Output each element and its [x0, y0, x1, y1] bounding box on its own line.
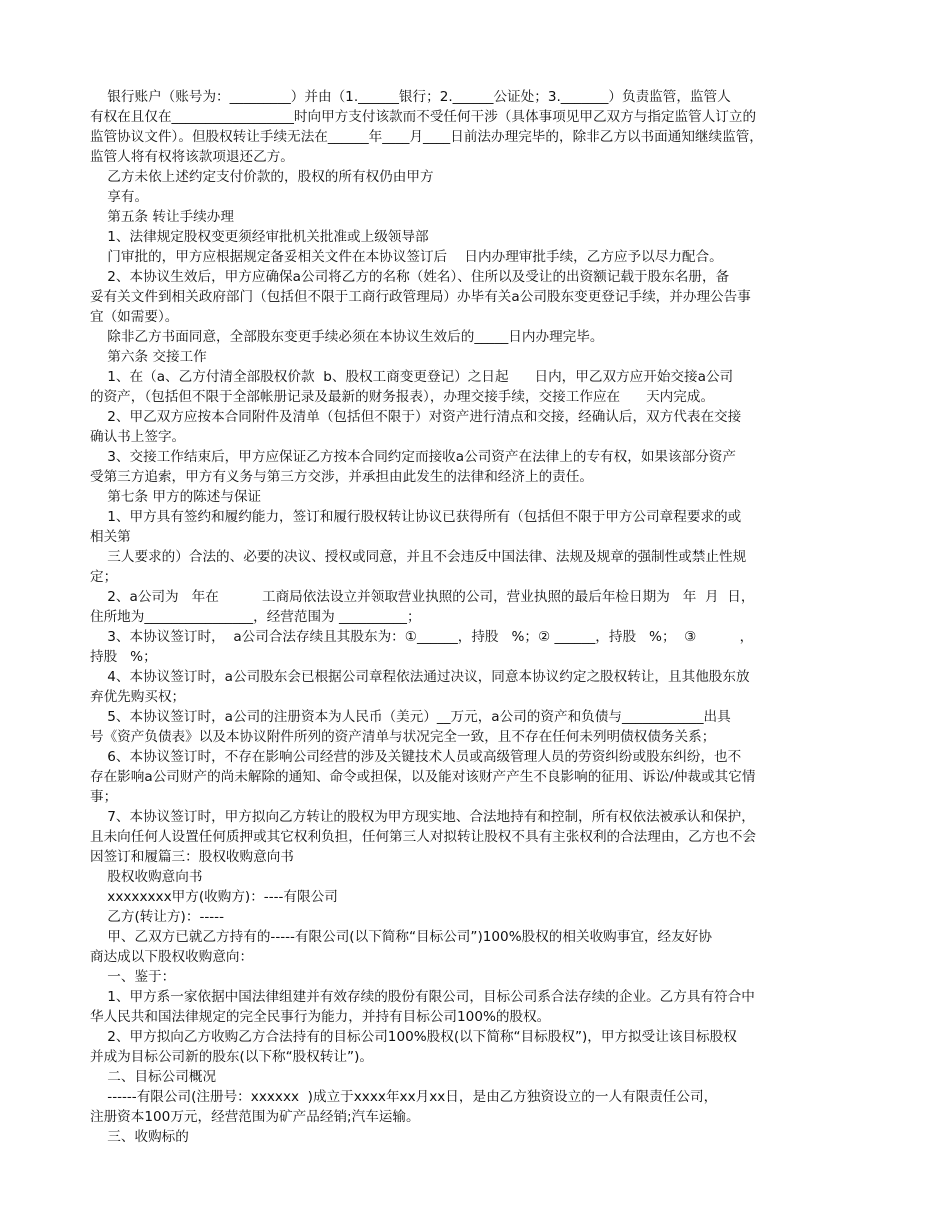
text-line: 的资产，（包括但不限于全部帐册记录及最新的财务报表），办理交接手续，交接工作应在 天内完成。	[90, 389, 715, 405]
text-line: 定；	[90, 569, 118, 585]
section-heading: 第六条 交接工作	[90, 349, 207, 365]
text-line: 监管协议文件）。但股权转让手续无法在______年____月____日前法办理完毕的，除非乙方以书面通知继续监管，	[90, 129, 763, 145]
text-line: 甲、乙双方已就乙方持有的-----有限公司(以下简称“目标公司”)100%股权的相关收购事宜，经友好协	[90, 929, 712, 945]
text-line: 1、法律规定股权变更须经审批机关批准或上级领导部	[90, 229, 429, 245]
text-line: 商达成以下股权收购意向：	[90, 949, 254, 965]
text-line: 乙方未依上述约定支付价款的，股权的所有权仍由甲方	[90, 169, 434, 185]
text-line: 妥有关文件到相关政府部门（包括但不限于工商行政管理局）办毕有关a公司股东变更登记手续，并办理公告事	[90, 289, 751, 305]
text-line: 3、本协议签订时， a公司合法存续且其股东为：①______，持股 %；② ______，持股 %； ③ ，	[90, 629, 754, 645]
section-heading: 三、收购标的	[90, 1129, 189, 1145]
text-line: 华人民共和国法律规定的完全民事行为能力，并持有目标公司100%的股权。	[90, 1009, 551, 1025]
text-line: 银行账户（账号为：_________）并由（1.______银行；2.______公证处；3._______）负责监管，监管人	[90, 89, 731, 105]
text-line: 7、本协议签订时，甲方拟向乙方转让的股权为甲方现实地、合法地持有和控制，所有权依法被承认和保护，	[90, 809, 755, 825]
text-line: 且未向任何人设置任何质押或其它权利负担，任何第三人对拟转让股权不具有主张权利的合法理由，乙方也不会	[90, 829, 757, 845]
text-line: 1、在（a、乙方付清全部股权价款 b、股权工商变更登记）之日起 日内，甲乙双方应开始交接a公司	[90, 369, 734, 385]
text-line: 2、甲乙双方应按本合同附件及清单（包括但不限于）对资产进行清点和交接，经确认后，双方代表在交接	[90, 409, 742, 425]
section-heading: 二、目标公司概况	[90, 1069, 217, 1085]
text-line: 弃优先购买权；	[90, 689, 186, 705]
text-line: 门审批的，甲方应根据规定备妥相关文件在本协议签订后 日内办理审批手续，乙方应予以尽力配合。	[90, 249, 723, 265]
text-line: 注册资本100万元，经营范围为矿产品经销;汽车运输。	[90, 1109, 420, 1125]
text-line: 受第三方追索，甲方有义务与第三方交涉，并承担由此发生的法律和经济上的责任。	[90, 469, 593, 485]
text-line: 号《资产负债表》以及本协议附件所列的资产清单与状况完全一致，且不存在任何未列明债权债务关系；	[90, 729, 716, 745]
text-line: 持股 %；	[90, 649, 157, 665]
text-line: 1、甲方具有签约和履约能力，签订和履行股权转让协议已获得所有（包括但不限于甲方公司章程要求的或	[90, 509, 742, 525]
text-line: 6、本协议签订时，不存在影响公司经营的涉及关键技术人员或高级管理人员的劳资纠纷或股东纠纷，也不	[90, 749, 742, 765]
text-line: 因签订和履篇三：股权收购意向书	[90, 849, 294, 865]
text-line: 3、交接工作结束后，甲方应保证乙方按本合同约定而接收a公司资产在法律上的专有权，如果该部分资产	[90, 449, 736, 465]
text-line: ------有限公司(注册号：xxxxxx )成立于xxxx年xx月xx日，是由乙方独资设立的一人有限责任公司，	[90, 1089, 718, 1105]
text-line: 并成为目标公司新的股东(以下称“股权转让”)。	[90, 1049, 373, 1065]
text-line: 2、甲方拟向乙方收购乙方合法持有的目标公司100%股权(以下简称“目标股权”)，甲方拟受让该目标股权	[90, 1029, 737, 1045]
text-line: 1、甲方系一家依据中国法律组建并有效存续的股份有限公司，目标公司系合法存续的企业。乙方具有符合中	[90, 989, 755, 1005]
text-line: 相关第	[90, 529, 131, 545]
text-line: 三人要求的）合法的、必要的决议、授权或同意，并且不会违反中国法律、法规及规章的强制性或禁止性规	[90, 549, 747, 565]
text-line: 2、本协议生效后，甲方应确保a公司将乙方的名称（姓名）、住所以及受让的出资额记载于股东名册，备	[90, 269, 730, 285]
text-line: 股权收购意向书	[90, 869, 203, 885]
text-line: 宜（如需要）。	[90, 309, 179, 325]
text-line: 乙方(转让方)：-----	[90, 909, 224, 925]
text-line: 5、本协议签订时，a公司的注册资本为人民币（美元）__万元，a公司的资产和负债与____________出具	[90, 709, 731, 725]
text-line: 4、本协议签订时，a公司股东会已根据公司章程依法通过决议，同意本协议约定之股权转让，且其他股东放	[90, 669, 750, 685]
text-line: 事；	[90, 789, 118, 805]
text-line: 确认书上签字。	[90, 429, 186, 445]
text-line: 住所地为________________，经营范围为 __________；	[90, 609, 421, 625]
text-line: 监管人将有权将该款项退还乙方。	[90, 149, 294, 165]
text-line: 享有。	[90, 189, 149, 205]
text-line: xxxxxxxx甲方(收购方)：----有限公司	[90, 889, 338, 905]
section-heading: 第七条 甲方的陈述与保证	[90, 489, 262, 505]
section-heading: 第五条 转让手续办理	[90, 209, 234, 225]
text-line: 有权在且仅在__________________时向甲方支付该款而不受任何干涉（具体事项见甲乙双方与指定监管人订立的	[90, 109, 757, 125]
text-line: 2、a公司为 年在 工商局依法设立并领取营业执照的公司，营业执照的最后年检日期为 年 月 日，	[90, 589, 755, 605]
section-heading: 一、鉴于：	[90, 969, 176, 985]
text-line: 除非乙方书面同意，全部股东变更手续必须在本协议生效后的_____日内办理完毕。	[90, 329, 604, 345]
text-line: 存在影响a公司财产的尚未解除的通知、命令或担保，以及能对该财产产生不良影响的征用、诉讼/仲裁或其它情	[90, 769, 756, 785]
